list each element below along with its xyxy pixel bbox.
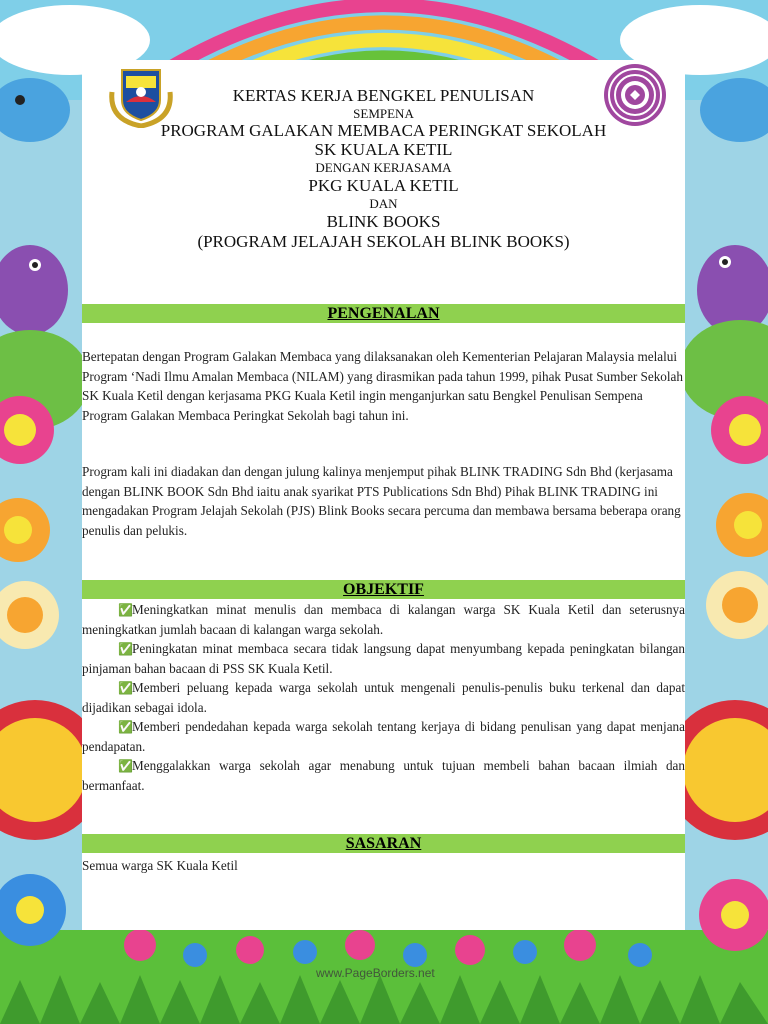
section-heading-objektif: OBJEKTIF [82,580,685,599]
title-line-5: DENGAN KERJASAMA [315,160,452,175]
title-line-9: (PROGRAM JELAJAH SEKOLAH BLINK BOOKS) [197,232,570,251]
title-line-4: SK KUALA KETIL [314,140,453,159]
checkbox-bullet-icon: ✅ [118,681,133,695]
title-line-8: BLINK BOOKS [326,212,441,231]
section-heading-pengenalan: PENGENALAN [82,304,685,323]
objektif-item: ✅Peningkatan minat membaca secara tidak langsung dapat menyumbang kepada peningkatan bilangan pinjaman bahan bacaan di PSS SK Kuala Ketil. [82,641,685,676]
title-line-1: KERTAS KERJA BENGKEL PENULISAN [232,86,535,105]
title-line-7: DAN [369,196,398,211]
objektif-item: ✅Memberi peluang kepada warga sekolah untuk mengenali penulis-penulis buku terkenal dan dapat dijadikan sebagai idola. [82,680,685,715]
checkbox-bullet-icon: ✅ [118,642,133,656]
objektif-item: ✅Menggalakkan warga sekolah agar menabung untuk tujuan membeli bahan bacaan ilmiah dan bermanfaat. [82,758,685,793]
objektif-item: ✅Meningkatkan minat menulis dan membaca di kalangan warga SK Kuala Ketil dan seterusnya meningkatkan jumlah bacaan di kalangan warga sekolah. [82,602,685,637]
objektif-item: ✅Memberi pendedahan kepada warga sekolah tentang kerjaya di bidang penulisan yang dapat menjana pendapatan. [82,719,685,754]
watermark: www.PageBorders.net [316,966,435,980]
pengenalan-paragraph-1: Bertepatan dengan Program Galakan Membaca yang dilaksanakan oleh Kementerian Pelajaran Malaysia melalui Program ‘Nadi Ilmu Amalan Membaca (NILAM) yang dirasmikan pada tahun 1999, pihak Pusat Sumber Sekolah SK Kuala Ketil dengan kerjasama PKG Kuala Ketil ingin menganjurkan satu Bengkel Penulisan Sempena Program Galakan Membaca Peringkat Sekolah bagi tahun ini. [82,349,683,423]
checkbox-bullet-icon: ✅ [118,720,133,734]
objektif-list [82,600,685,795]
section-heading-sasaran: SASARAN [82,834,685,853]
title-block [82,86,685,252]
pengenalan-paragraph-2: Program kali ini diadakan dan dengan julung kalinya menjemput pihak BLINK TRADING Sdn Bhd (kerjasama dengan BLINK BOOK Sdn Bhd iaitu anak syarikat PTS Publications Sdn Bhd) Pihak BLINK TRADING ini mengadakan Program Jelajah Sekolah (PJS) Blink Books secara percuma dan membawa bersama beberapa orang penulis dan pelukis. [82,464,681,538]
title-line-3: PROGRAM GALAKAN MEMBACA PERINGKAT SEKOLAH [160,121,607,140]
checkbox-bullet-icon: ✅ [118,603,133,617]
title-line-6: PKG KUALA KETIL [308,176,459,195]
sasaran-text: Semua warga SK Kuala Ketil [82,858,238,873]
checkbox-bullet-icon: ✅ [118,759,133,773]
title-line-2: SEMPENA [353,106,414,121]
